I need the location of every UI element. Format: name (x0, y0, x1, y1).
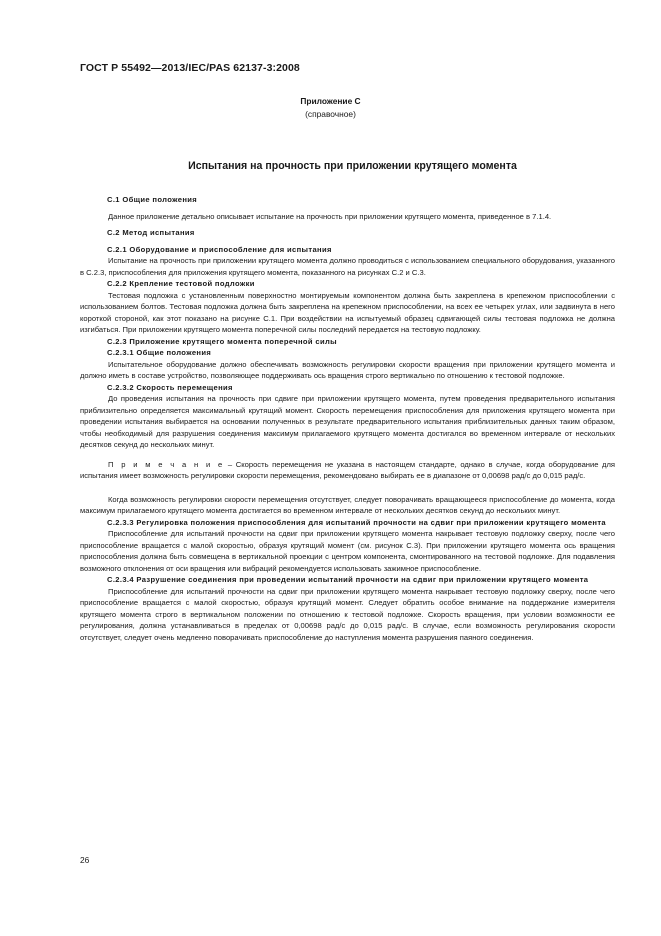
paragraph: Когда возможность регулировки скорости перемещения отсутствует, следует поворачивать вращающееся приспособление до момента, когда максимум прилагаемого крутящего момента достигается во временном интервале от нескольких десятков секунд до нескольких минут. (80, 494, 615, 515)
annex-label: Приложение С (300, 96, 361, 106)
paragraph: Приспособление для испытаний прочности на сдвиг при приложении крутящего момента накрывает тестовую подложку сверху, после чего приспособление вращается с малой скоростью, образуя крутящий момент. Следует обратить особое внимание на поддержание измерителя крутящего момента строго в вертикальном положении по отношению к тестовой подложке. Скорость вращения, при условии возможности ее регулирования, должна устанавливаться в пределах от 0,00698 рад/с до 0,015 рад/с. В случае, если возможность регулирования скорости отсутствует, следует очень медленно поворачивать приспособление до наступления момента разрушения паяного соединения. (80, 586, 615, 642)
annex-heading (0, 95, 661, 121)
annex-title: Испытания на прочность при приложении крутящего момента (188, 160, 517, 172)
section-heading: С.2.3 Приложение крутящего момента поперечной силы (107, 336, 337, 346)
section-heading: С.2 Метод испытания (107, 228, 195, 237)
paragraph: Тестовая подложка с установленным поверхностно монтируемым компонентом должна быть закреплена в крепежном приспособлении с использованием болтов. Тестовая подложка должна быть закреплена на крепежном приспособлении, на всех ее четырех углах, или задвинута в него короткой стороной, как этот показано на рисунке С.1. При воздействии на испытуемый образец сдвигающей силы тестовая подложка не должна изгибаться. При приложении крутящего момента поперечной силы последний передается на тестовую подложку. (80, 290, 615, 334)
section-heading: С.2.1 Оборудование и приспособление для испытания (107, 244, 332, 254)
annex-type: (справочное) (305, 109, 356, 119)
paragraph: Приспособление для испытаний прочности на сдвиг при приложении крутящего момента накрывает тестовую подложку сверху, после чего приспособление вращается с малой скоростью, образуя крутящий момент (см. рисунок С.3). При приложении крутящего момента ось вращения приспособления должна быть совмещена в вертикальной проекции с центром компонента, смонтированного на тестовой подложке. Для подавления возможного отклонения от оси вращения или вибраций рекомендуется использовать зажимное приспособление. (80, 529, 615, 573)
section-heading: С.2.3.1 Общие положения (107, 348, 212, 357)
paragraph: Испытательное оборудование должно обеспечивать возможность регулировки скорости вращения при приложении крутящего момента и должно иметь в составе устройство, позволяющее поддерживать ось вращения строго вертикально по отношению к тестовой подложке. (80, 359, 615, 380)
section-heading: С.2.3.4 Разрушение соединения при проведении испытаний прочности на сдвиг при приложении крутящего момента (107, 575, 589, 584)
section-heading: С.2.2 Крепление тестовой подложки (107, 279, 255, 288)
page-number: 26 (80, 855, 90, 865)
section-heading: С.1 Общие положения (107, 195, 198, 204)
document-body (80, 190, 616, 643)
paragraph: Испытание на прочность при приложении крутящего момента должно проводиться с использованием специального оборудования, указанного в С.2.3, приспособления для приложения крутящего момента, показанного на рисунках С.2 и С.3. (80, 256, 615, 277)
note-paragraph (80, 459, 615, 482)
paragraph: До проведения испытания на прочность при сдвиге при приложении крутящего момента, путем проведения предварительного испытания приблизительно определяется максимальный крутящий момент. Скорость перемещения приспособления для приложения крутящего момента при проведении испытания выбирается на основании полученных в результате предварительного испытания приблизительных данных таким образом, чтобы необходимый для разрушения соединения максимум прилагаемого крутящего момента достигался во временном интервале от нескольких десятков секунд до нескольких минут. (80, 394, 615, 449)
note-text: – Скорость перемещения не указана в настоящем стандарте, однако в случае, когда оборудование для испытания имеет возможность регулировки скорости перемещения, рекомендовано выбирать ее в диапазоне от 0,00698 рад/с до 0,015 рад/с. (80, 459, 616, 480)
section-heading: С.2.3.3 Регулировка положения приспособления для испытаний прочности на сдвиг при приложении крутящего момента (107, 517, 606, 527)
document-code: ГОСТ Р 55492—2013/IEC/PAS 62137-3:2008 (80, 62, 300, 74)
paragraph: Данное приложение детально описывает испытание на прочность при приложении крутящего момента, приведенное в 7.1.4. (108, 211, 552, 221)
section-heading: С.2.3.2 Скорость перемещения (107, 382, 233, 392)
note-label: П р и м е ч а н и е (108, 459, 225, 469)
